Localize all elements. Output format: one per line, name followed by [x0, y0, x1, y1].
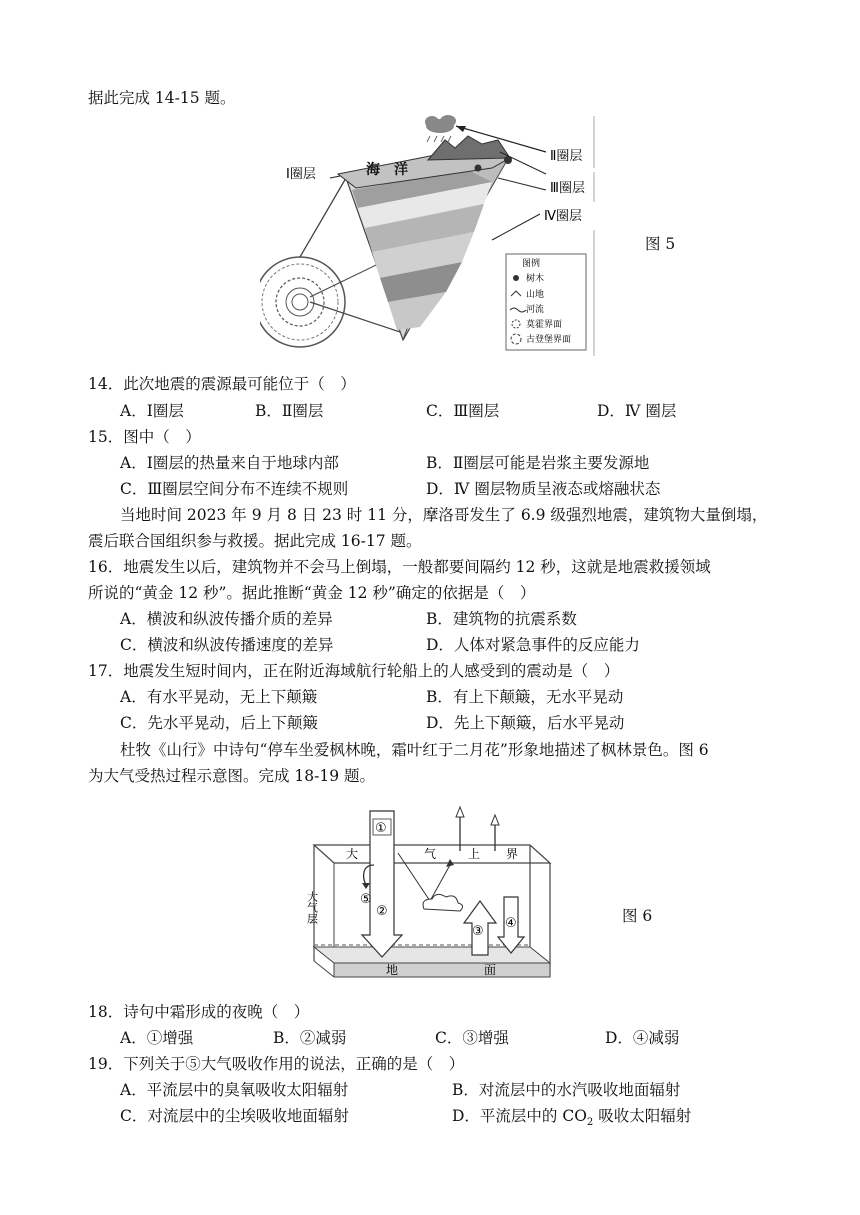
- q16-option-b: B．建筑物的抗震系数: [426, 610, 577, 628]
- q14-option-c: C．Ⅲ圈层: [426, 402, 500, 420]
- q15-option-c: C．Ⅲ圈层空间分布不连续不规则: [120, 480, 349, 498]
- question-19-stem: 19．下列关于⑤大气吸收作用的说法，正确的是（ ）: [88, 1055, 465, 1073]
- q15-option-b: B．Ⅱ圈层可能是岩浆主要发源地: [426, 454, 650, 472]
- label-shang: 上: [468, 847, 481, 861]
- q19-option-b: B．对流层中的水汽吸收地面辐射: [452, 1081, 681, 1099]
- ocean-label: 海 洋: [366, 162, 408, 178]
- label-di: 地: [386, 963, 399, 977]
- legend-item: 山地: [526, 290, 545, 300]
- label-jie: 界: [506, 847, 519, 861]
- question-16-stem: 16．地震发生以后，建筑物并不会马上倒塌，一般都要间隔约 12 秒，这就是地震救援领域: [88, 558, 711, 576]
- label-1: ①: [375, 821, 387, 836]
- q15-option-a: A．Ⅰ圈层的热量来自于地球内部: [120, 454, 339, 472]
- question-16-stem-cont: 所说的“黄金 12 秒”。据此推断“黄金 12 秒”确定的依据是（ ）: [88, 584, 536, 602]
- figure-6-caption: 图 6: [622, 907, 653, 925]
- q19-option-d: D．平流层中的 $CO_2$ 吸收太阳辐射: [452, 1107, 692, 1129]
- q14-option-b: B．Ⅱ圈层: [255, 402, 324, 420]
- label-4: ④: [505, 916, 517, 931]
- layer-3-label: Ⅲ圈层: [550, 181, 585, 196]
- layer-1-label: Ⅰ圈层: [286, 167, 316, 182]
- q16-option-c: C．横波和纵波传播速度的差异: [120, 636, 334, 654]
- question-17-stem: 17．地震发生短时间内，正在附近海域航行轮船上的人感受到的震动是（ ）: [88, 662, 620, 680]
- q18-option-b: B．②减弱: [273, 1029, 347, 1047]
- legend: [506, 254, 586, 350]
- label-da: 大: [346, 847, 359, 861]
- label-qi: 气: [424, 847, 437, 861]
- q17-option-c: C．先水平晃动，后上下颠簸: [120, 714, 318, 732]
- q16-option-a: A．横波和纵波传播介质的差异: [120, 610, 333, 628]
- legend-item: 河流: [526, 305, 545, 315]
- q18-option-a: A．①增强: [120, 1029, 194, 1047]
- layer-4-label: Ⅳ圈层: [544, 209, 582, 224]
- q16-option-d: D．人体对紧急事件的反应能力: [426, 636, 640, 654]
- q19-option-a: A．平流层中的臭氧吸收太阳辐射: [120, 1081, 349, 1099]
- label-3: ③: [472, 924, 484, 939]
- tree-icon: [513, 275, 519, 281]
- q19-option-c: C．对流层中的尘埃吸收地面辐射: [120, 1107, 349, 1125]
- legend-item: 树木: [526, 274, 545, 284]
- q18-option-d: D．④减弱: [605, 1029, 680, 1047]
- q14-option-a: A．Ⅰ圈层: [120, 402, 184, 420]
- question-15-stem: 15．图中（ ）: [88, 428, 201, 446]
- figure-5-caption: 图 5: [645, 235, 676, 253]
- earth-circle-diagram: [260, 257, 345, 347]
- legend-item: 莫霍界面: [526, 320, 563, 330]
- legend-title: 图例: [522, 259, 541, 269]
- label-5: ⑤: [360, 892, 372, 907]
- q15-option-d: D．Ⅳ 圈层物质呈液态或熔融状态: [426, 480, 661, 498]
- label-atmosphere: 大气层: [305, 891, 319, 924]
- q17-option-d: D．先上下颠簸，后水平晃动: [426, 714, 625, 732]
- cloud-rain-icon: [425, 115, 456, 142]
- question-14-stem: 14．此次地震的震源最可能位于（ ）: [88, 375, 356, 393]
- passage-line: 震后联合国组织参与救援。据此完成 16-17 题。: [88, 532, 422, 550]
- intro-line: 据此完成 14-15 题。: [88, 89, 236, 107]
- passage-line: 为大气受热过程示意图。完成 18-19 题。: [88, 767, 376, 785]
- layer-2-label: Ⅱ圈层: [550, 149, 583, 164]
- figure-6-atmosphere-heating: [300, 805, 560, 985]
- figure-5-earth-layers: [260, 112, 610, 360]
- passage-line: 当地时间 2023 年 9 月 8 日 23 时 11 分，摩洛哥发生了 6.9 级强烈地震，建筑物大量倒塌，: [120, 506, 768, 524]
- q18-option-c: C．③增强: [435, 1029, 509, 1047]
- label-mian: 面: [484, 963, 497, 977]
- label-2: ②: [376, 904, 388, 919]
- question-18-stem: 18．诗句中霜形成的夜晚（ ）: [88, 1003, 310, 1021]
- q17-option-b: B．有上下颠簸，无水平晃动: [426, 688, 624, 706]
- q17-option-a: A．有水平晃动，无上下颠簸: [120, 688, 318, 706]
- legend-item: 古登堡界面: [526, 335, 572, 345]
- q14-option-d: D．Ⅳ 圈层: [597, 402, 677, 420]
- passage-line: 杜牧《山行》中诗句“停车坐爱枫林晚，霜叶红于二月花”形象地描述了枫林景色。图 6: [120, 741, 709, 759]
